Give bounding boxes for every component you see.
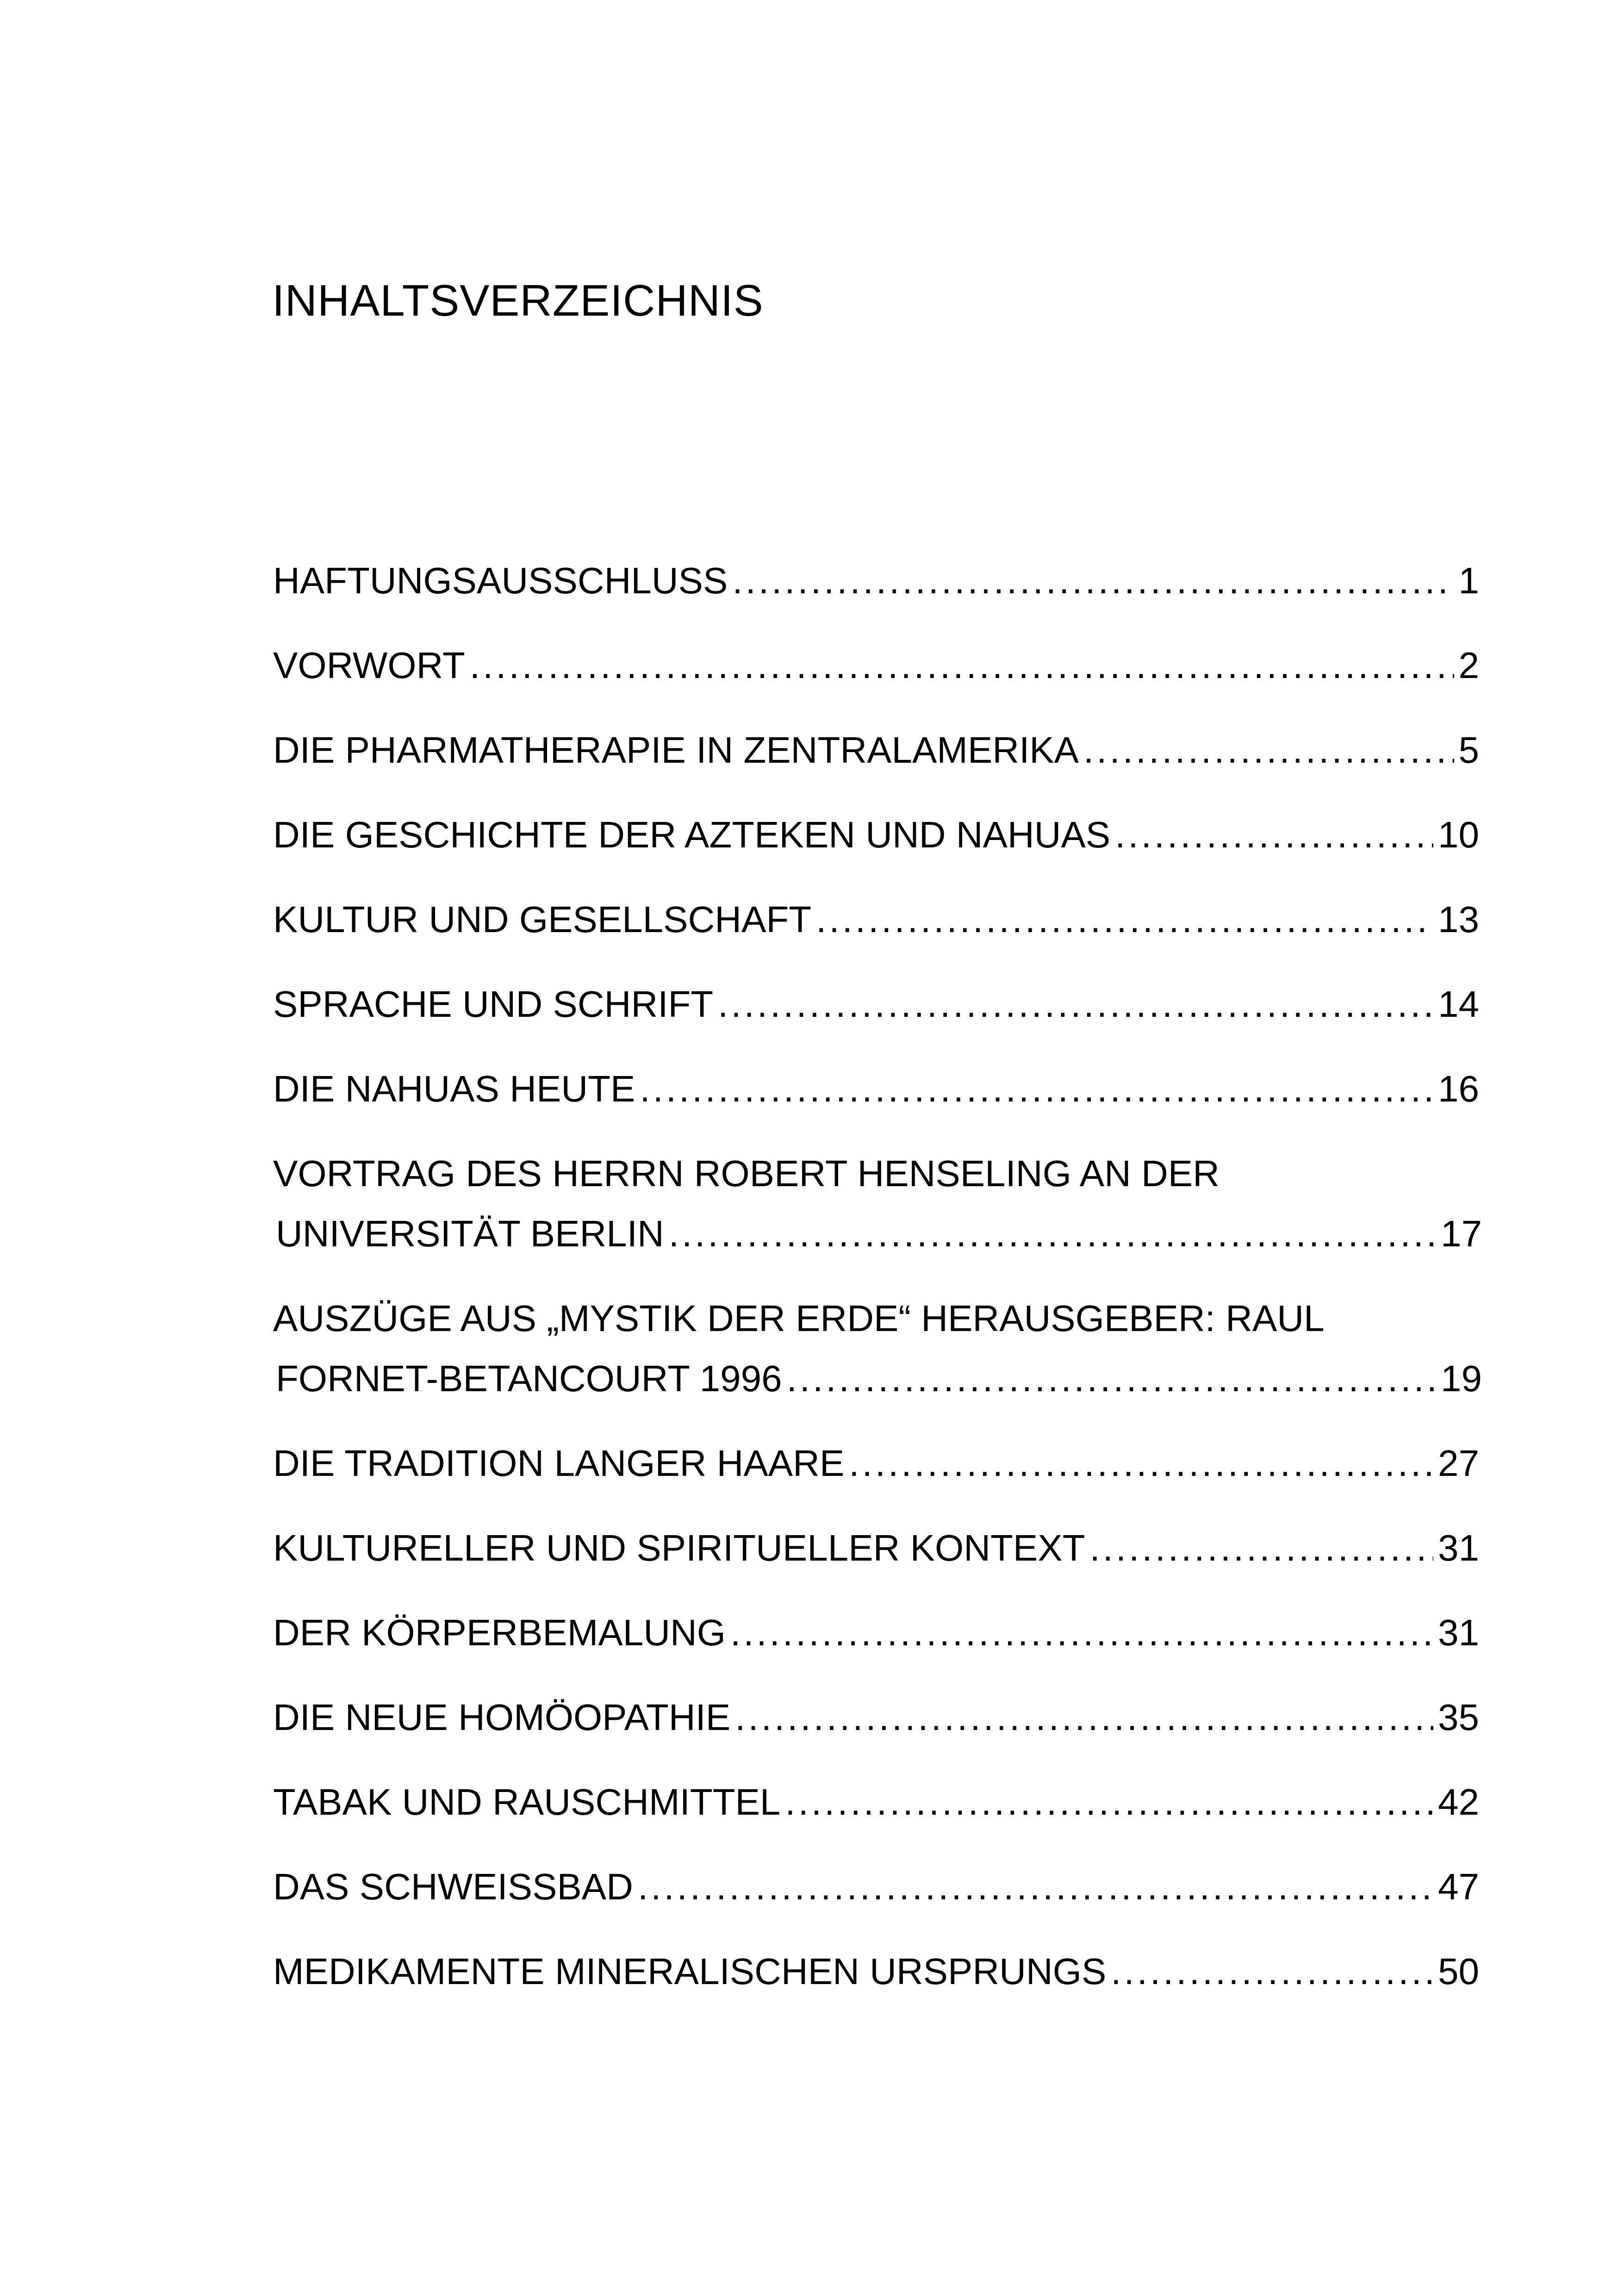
toc-entry-title: TABAK UND RAUSCHMITTEL <box>273 1781 781 1823</box>
toc-leader-dots <box>640 1059 1433 1119</box>
toc-entry-title: MEDIKAMENTE MINERALISCHEN URSPRUNGS <box>273 1951 1107 1992</box>
toc-page-number: 16 <box>1438 1068 1479 1109</box>
toc-entry[interactable] <box>273 1518 1479 1578</box>
toc-row <box>273 1349 1482 1409</box>
toc-row <box>273 1204 1482 1264</box>
toc-page-number: 35 <box>1438 1697 1479 1738</box>
toc-page-number: 31 <box>1438 1612 1479 1653</box>
toc-entry-title: DAS SCHWEISSBAD <box>273 1866 633 1907</box>
toc-entry-title: KULTURELLER UND SPIRITUELLER KONTEXT <box>273 1527 1085 1568</box>
toc-page-number: 27 <box>1438 1443 1479 1484</box>
toc-entry[interactable] <box>273 890 1479 950</box>
toc-entry-title: FORNET-BETANCOURT 1996 <box>276 1358 782 1399</box>
toc-leader-dots <box>735 1687 1433 1748</box>
toc-leader-dots <box>1115 805 1433 865</box>
toc-entry[interactable] <box>273 1144 1482 1264</box>
toc-entry[interactable] <box>273 720 1479 780</box>
toc-page-number: 31 <box>1438 1527 1479 1568</box>
toc-row <box>273 1772 1479 1832</box>
toc-entry[interactable] <box>273 635 1479 696</box>
toc-row <box>273 1433 1479 1493</box>
toc-page-number: 10 <box>1438 814 1479 855</box>
toc-leader-dots <box>1089 1518 1433 1578</box>
toc-entry[interactable] <box>273 1603 1479 1663</box>
toc-entry-title: DER KÖRPERBEMALUNG <box>273 1612 726 1653</box>
toc-row <box>273 1687 1479 1748</box>
toc-entry[interactable] <box>273 805 1479 865</box>
toc-entry-title: DIE GESCHICHTE DER AZTEKEN UND NAHUAS <box>273 814 1111 855</box>
toc-leader-dots <box>470 635 1454 696</box>
toc-page-number: 47 <box>1438 1866 1479 1907</box>
toc-leader-dots <box>718 974 1433 1034</box>
toc-entry-title-line1: VORTRAG DES HERRN ROBERT HENSELING AN DER <box>273 1153 1220 1194</box>
toc-entry[interactable] <box>273 1288 1482 1409</box>
toc-entry[interactable] <box>273 974 1479 1034</box>
toc-leader-dots <box>638 1857 1433 1917</box>
toc-list <box>273 551 1482 2026</box>
toc-row <box>273 720 1479 780</box>
toc-page-number: 17 <box>1441 1213 1482 1254</box>
toc-row <box>273 890 1479 950</box>
toc-page-number: 14 <box>1438 983 1479 1025</box>
toc-row <box>273 1857 1479 1917</box>
toc-row <box>273 805 1479 865</box>
toc-entry[interactable] <box>273 551 1479 611</box>
toc-entry[interactable] <box>273 1941 1479 2002</box>
toc-entry-title: UNIVERSITÄT BERLIN <box>276 1213 664 1254</box>
toc-page-number: 50 <box>1438 1951 1479 1992</box>
toc-page-number: 13 <box>1438 899 1479 940</box>
toc-leader-dots <box>785 1772 1433 1832</box>
toc-entry[interactable] <box>273 1772 1479 1832</box>
toc-leader-dots <box>787 1349 1436 1409</box>
toc-entry-title: KULTUR UND GESELLSCHAFT <box>273 899 812 940</box>
toc-row <box>273 635 1479 696</box>
toc-page-number: 2 <box>1458 645 1479 686</box>
toc-row <box>273 1518 1479 1578</box>
toc-leader-dots <box>732 551 1454 611</box>
toc-entry-title: VORWORT <box>273 645 465 686</box>
toc-entry[interactable] <box>273 1059 1479 1119</box>
toc-leader-dots <box>1111 1941 1433 2002</box>
toc-entry-title: DIE PHARMATHERAPIE IN ZENTRALAMERIKA <box>273 729 1079 771</box>
toc-page-number: 42 <box>1438 1781 1479 1823</box>
toc-page-number: 5 <box>1458 729 1479 771</box>
toc-row <box>273 1941 1479 2002</box>
toc-row <box>273 1059 1479 1119</box>
toc-entry-title: HAFTUNGSAUSSCHLUSS <box>273 560 728 601</box>
toc-entry-title-line1: AUSZÜGE AUS „MYSTIK DER ERDE“ HERAUSGEBER: RAUL <box>273 1298 1325 1339</box>
toc-entry[interactable] <box>273 1433 1479 1493</box>
toc-page-number: 19 <box>1441 1358 1482 1399</box>
toc-row <box>273 551 1479 611</box>
toc-entry-title: DIE TRADITION LANGER HAARE <box>273 1443 845 1484</box>
toc-leader-dots <box>816 890 1433 950</box>
toc-page-number: 1 <box>1458 560 1479 601</box>
toc-leader-dots <box>1083 720 1454 780</box>
toc-row <box>273 974 1479 1034</box>
toc-leader-dots <box>849 1433 1433 1493</box>
toc-entry[interactable] <box>273 1857 1479 1917</box>
toc-leader-dots <box>669 1204 1436 1264</box>
toc-entry[interactable] <box>273 1687 1479 1748</box>
toc-row <box>273 1603 1479 1663</box>
toc-entry-title: SPRACHE UND SCHRIFT <box>273 983 714 1025</box>
page-title: INHALTSVERZEICHNIS <box>272 276 764 325</box>
toc-entry-title: DIE NEUE HOMÖOPATHIE <box>273 1697 731 1738</box>
toc-leader-dots <box>730 1603 1433 1663</box>
toc-entry-title: DIE NAHUAS HEUTE <box>273 1068 635 1109</box>
